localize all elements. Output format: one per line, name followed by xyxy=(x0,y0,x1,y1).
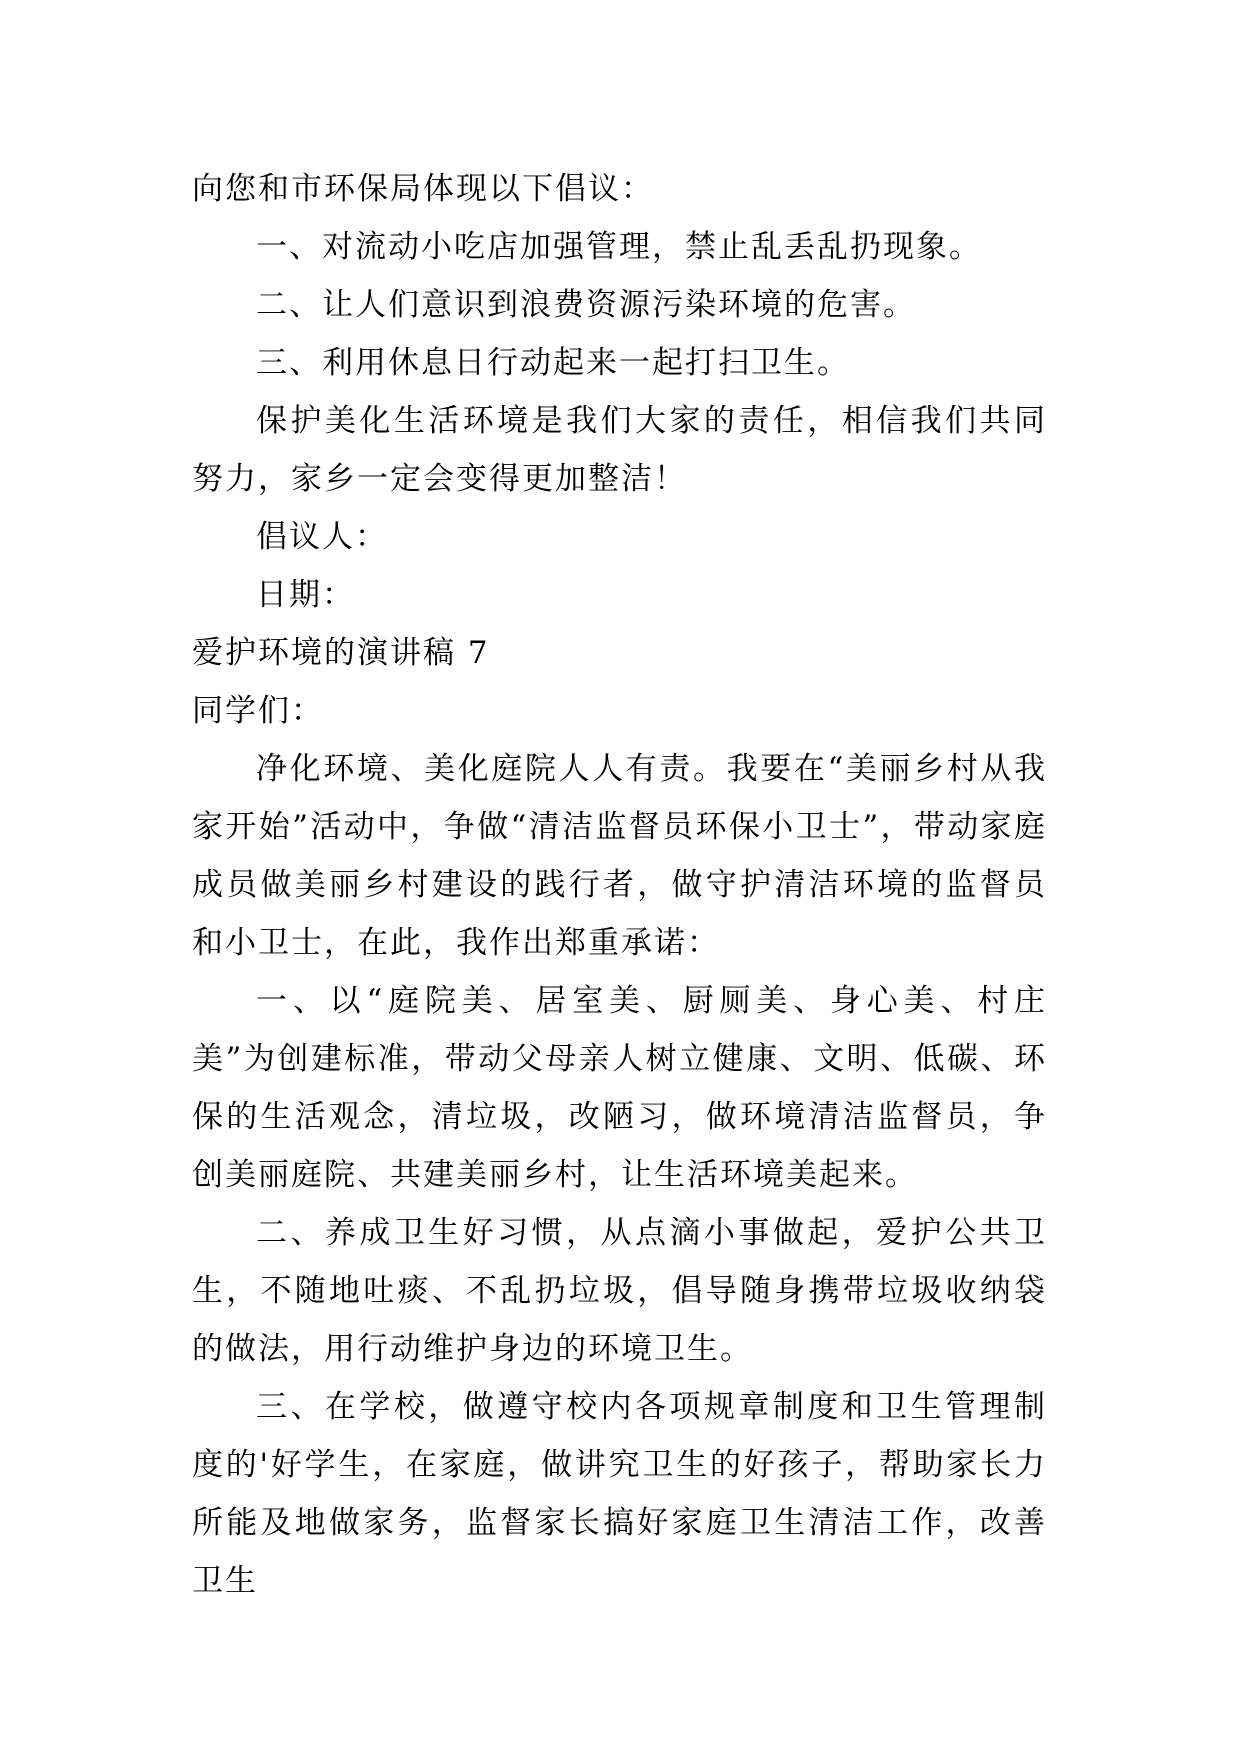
section-title: 爱护环境的演讲稿 7 xyxy=(192,635,490,671)
paragraph-3: 二、养成卫生好习惯，从点滴小事做起，爱护公共卫生，不随地吐痰、不乱扔垃圾，倡导随身携带垃圾收纳袋的做法，用行动维护身边的环境卫生。 xyxy=(192,1215,1047,1367)
closing-paragraph: 保护美化生活环境是我们大家的责任，相信我们共同努力，家乡一定会变得更加整洁！ xyxy=(192,403,1047,497)
paragraph-1: 净化环境、美化庭院人人有责。我要在“美丽乡村从我家开始”活动中，争做“清洁监督员环保小卫士”，带动家庭成员做美丽乡村建设的践行者，做守护清洁环境的监督员和小卫士，在此，我作出郑重承诺： xyxy=(192,751,1047,961)
proposal-item-1: 一、对流动小吃店加强管理，禁止乱丢乱扔现象。 xyxy=(256,229,982,265)
greeting: 同学们： xyxy=(192,693,324,729)
proposer-label: 倡议人： xyxy=(256,519,388,555)
date-label: 日期： xyxy=(256,577,355,613)
document-body xyxy=(192,160,1047,1610)
paragraph-2: 一、以“庭院美、居室美、厨厕美、身心美、村庄美”为创建标准，带动父母亲人树立健康、文明、低碳、环保的生活观念，清垃圾，改陋习，做环境清洁监督员，争创美丽庭院、共建美丽乡村，让生活环境美起来。 xyxy=(192,983,1047,1193)
proposal-item-2: 二、让人们意识到浪费资源污染环境的危害。 xyxy=(256,287,916,323)
paragraph-4: 三、在学校，做遵守校内各项规章制度和卫生管理制度的'好学生，在家庭，做讲究卫生的好孩子，帮助家长力所能及地做家务，监督家长搞好家庭卫生清洁工作，改善卫生 xyxy=(192,1389,1047,1599)
proposal-item-3: 三、利用休息日行动起来一起打扫卫生。 xyxy=(256,345,850,381)
intro-line: 向您和市环保局体现以下倡议： xyxy=(192,171,654,207)
